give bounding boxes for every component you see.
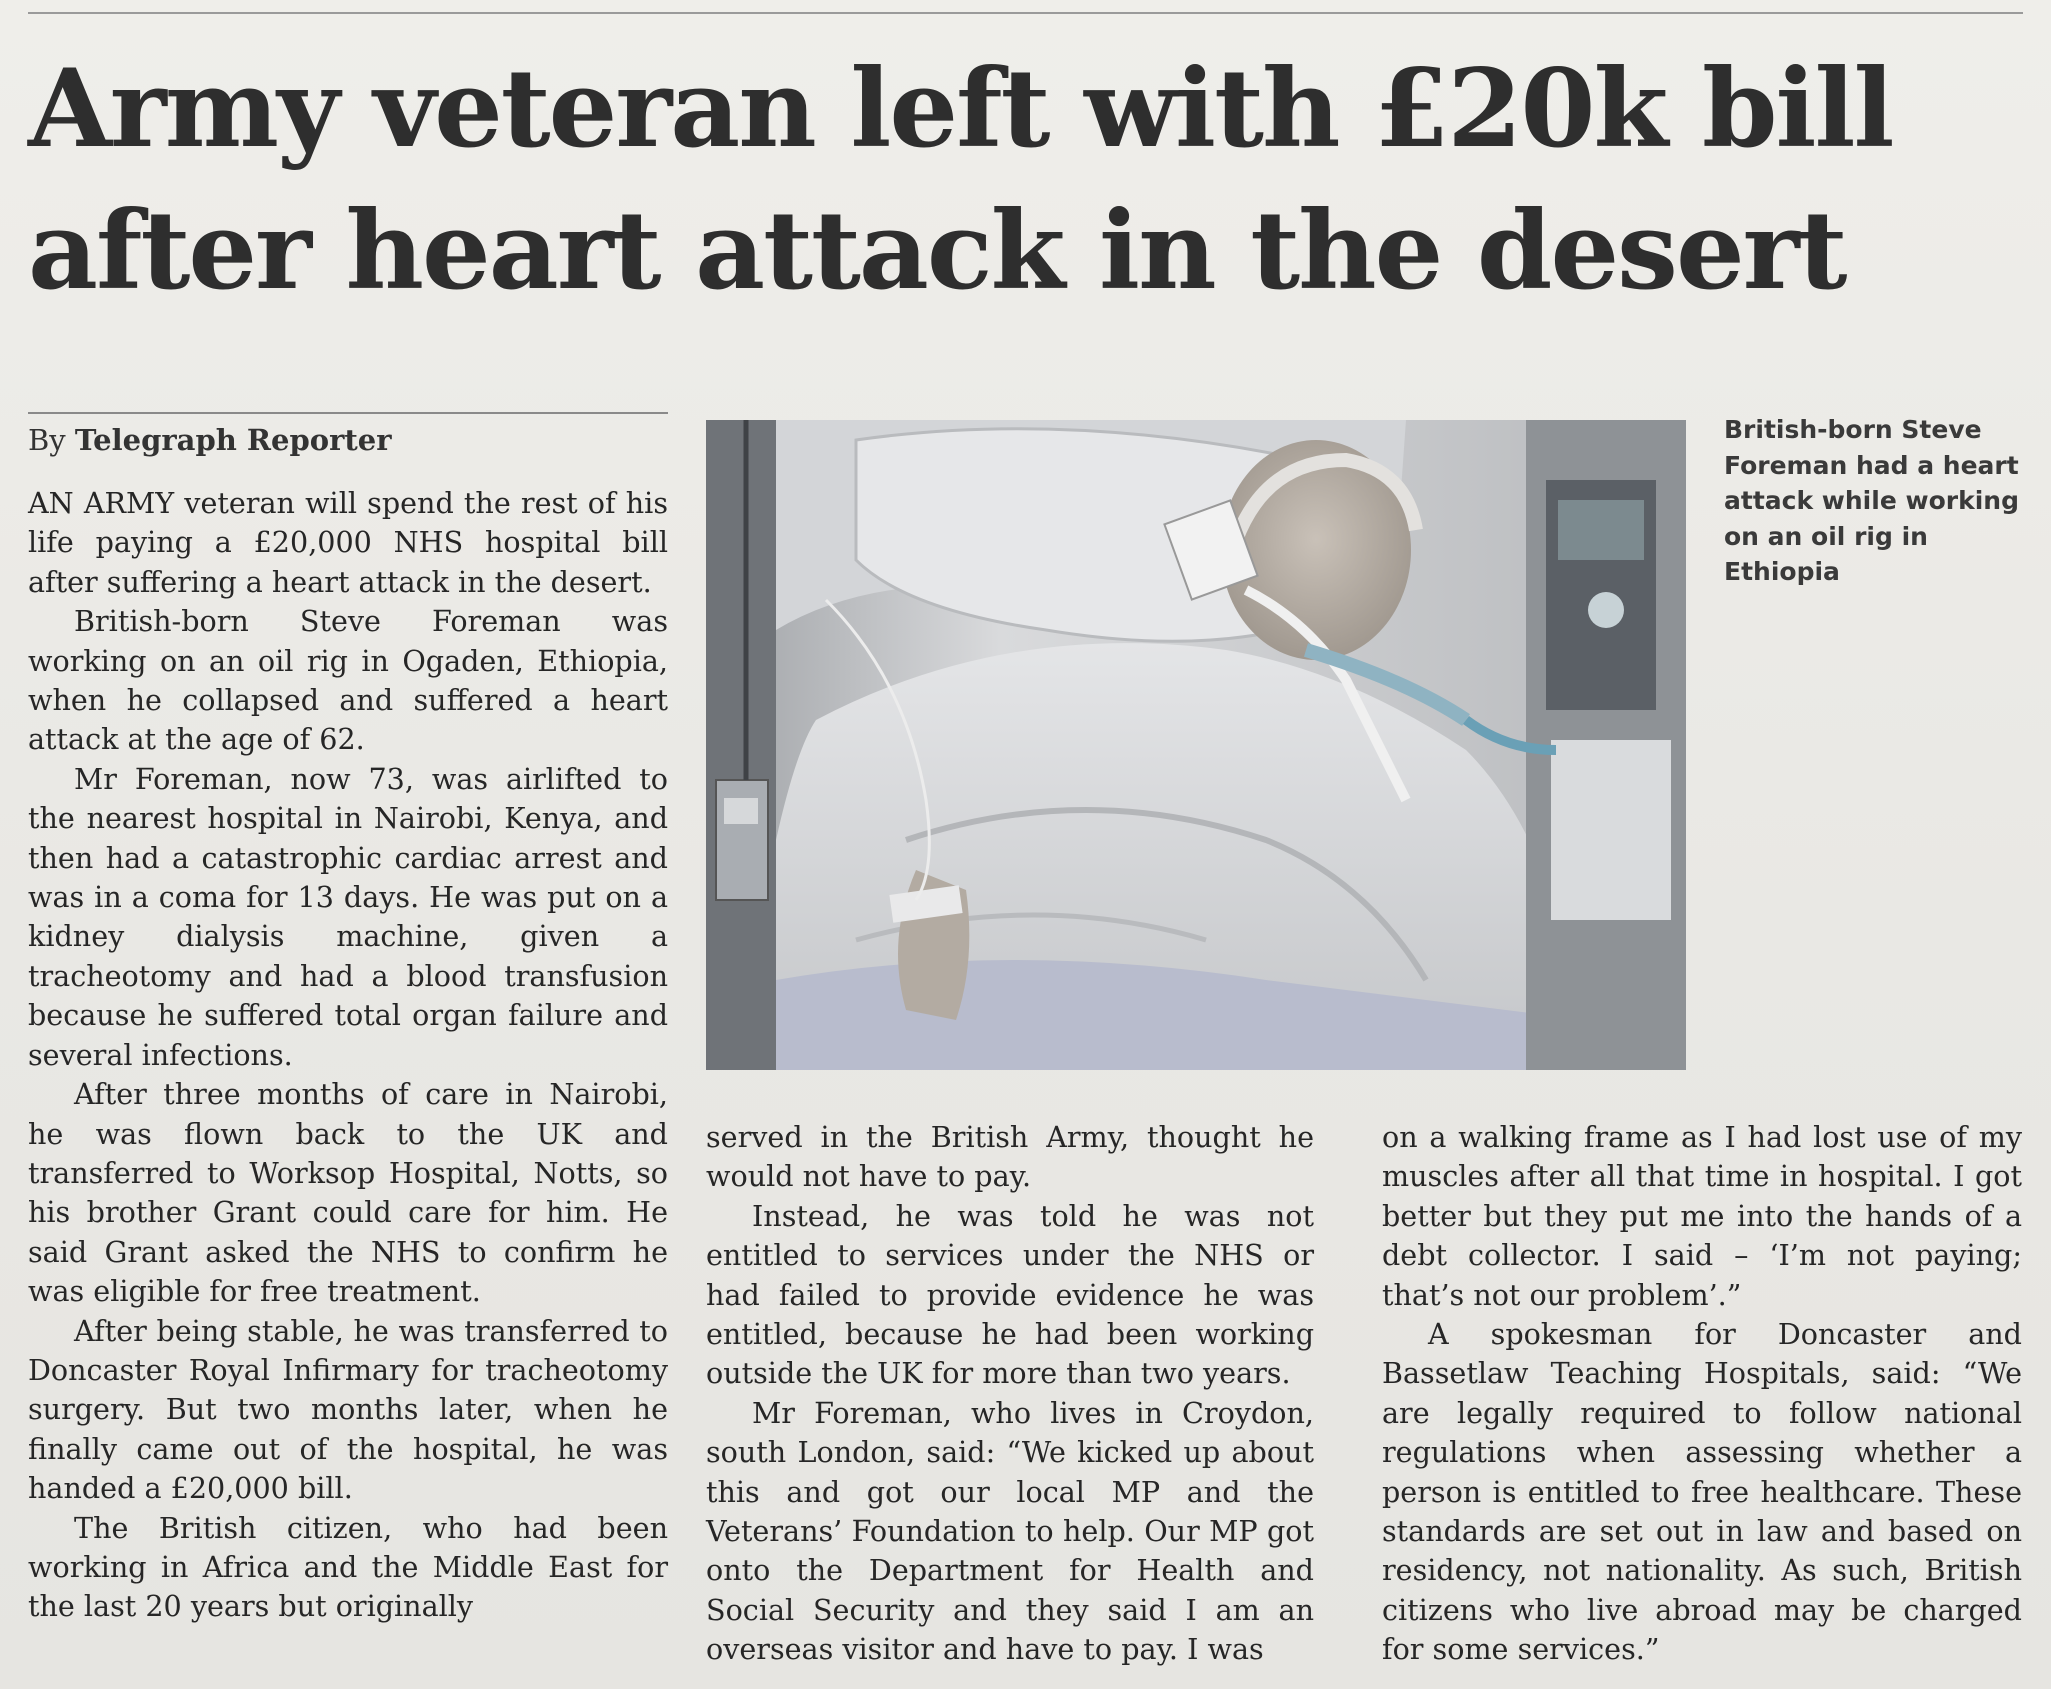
paragraph: AN ARMY veteran will spend the rest of his life paying a £20,000 NHS hospital bill after suffering a heart attack in the desert. [28, 486, 668, 599]
paragraph: After being stable, he was transferred to Doncaster Royal Infirmary for tracheotomy surgery. But two months later, when he finally came out of the hospital, he was handed a £20,000 bill. [28, 1313, 668, 1506]
headline [28, 38, 2008, 322]
headline-line-2: after heart attack in the desert [28, 188, 1846, 314]
byline-prefix: By [28, 423, 66, 457]
paragraph: The British citizen, who had been working in Africa and the Middle East for the last 20 years but originally [28, 1510, 668, 1624]
article-column-2 [706, 1118, 1314, 1670]
hospital-bed-photo [706, 420, 1686, 1070]
paragraph: After three months of care in Nairobi, he was flown back to the UK and transferred to Worksop Hospital, Notts, so his brother Grant could care for him. He said Grant asked the NHS to confirm he was eligible for free treatment. [28, 1077, 668, 1309]
article-column-1 [28, 484, 668, 1627]
byline-author: Telegraph Reporter [74, 423, 392, 457]
paragraph: on a walking frame as I had lost use of my muscles after all that time in hospital. I got better but they put me into the hands of a debt collector. I said – ‘I’m not paying; that’s not our problem’.” [1382, 1120, 2022, 1312]
article-photo [706, 420, 1686, 1070]
photo-caption: British-born Steve Foreman had a heart attack while working on an oil rig in Ethiopia [1724, 415, 2019, 586]
paragraph: served in the British Army, thought he would not have to pay. [706, 1120, 1314, 1194]
paragraph: Instead, he was told he was not entitled to services under the NHS or had failed to provide evidence he was entitled, because he had been working outside the UK for more than two years. [706, 1198, 1314, 1391]
byline-rule [28, 412, 668, 414]
byline [28, 420, 668, 460]
paragraph: British-born Steve Foreman was working on an oil rig in Ogaden, Ethiopia, when he collapsed and suffered a heart attack at the age of 62. [28, 604, 668, 757]
headline-line-1: Army veteran left with £20k bill [28, 46, 1893, 172]
paragraph: A spokesman for Doncaster and Bassetlaw Teaching Hospitals, said: “We are legally required to follow national regulations when assessing whether a person is entitled to free healthcare. These standards are set out in law and based on residency, not nationality. As such, British citizens who live abroad may be charged for some services.” [1382, 1317, 2022, 1667]
article-column-3 [1382, 1118, 2022, 1670]
top-rule [28, 12, 2023, 14]
paragraph: Mr Foreman, who lives in Croydon, south London, said: “We kicked up about this and got our local MP and the Veterans’ Foundation to help. Our MP got onto the Department for Health and Social Security and they said I am an overseas visitor and have to pay. I was [706, 1395, 1314, 1667]
paragraph: Mr Foreman, now 73, was airlifted to the nearest hospital in Nairobi, Kenya, and then had a catastrophic cardiac arrest and was in a coma for 13 days. He was put on a kidney dialysis machine, given a tracheotomy and had a blood transfusion because he suffered total organ failure and several infections. [28, 761, 668, 1072]
